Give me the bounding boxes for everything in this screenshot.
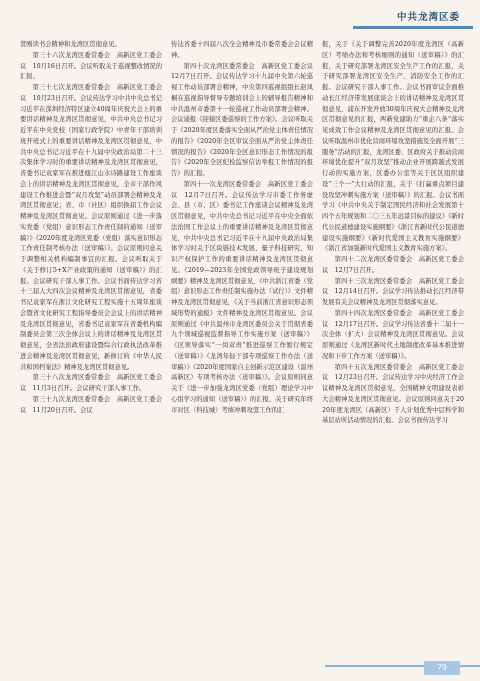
meeting-entry-paragraph: 第三十七次龙湾区委常委会 高新区党工委会议 10月23日召开。会议传达学习中共中央总书记习近平在深圳经济特区建立40周年庆祝大会上的重要讲话精神及龙湾区贯彻意见，中共中央总书记习近平在中央党校（国家行政学院）中青年干部培训班开班式上的重要讲话精神及龙湾区贯彻意见，中共中央总书记习近平在十九届中央政治局第二十三次集体学习时的重要讲话精神及龙湾区贯彻意见，省委书记袁家军在推进瓯江山水诗路建设工作座谈会上的讲话精神及龙湾区贯彻意见，全市干部作风建设工作推进会暨“双月攻坚”动员部署会精神及龙湾区贯彻意见；省、市（社区）组织换届工作会议精神及龙湾区贯彻意见。会议原则通过《进一步落实党委（党组）意识形态工作责任制的通知（送审稿）》《2020年度龙湾区党委（党组）落实意识形态工作责任制考核办法（送审稿）》。会议原则同意关于调整相关机构编制事宜的汇报。会议听取关于《关于修订5+X产业政策的通知（送审稿）》的汇报。会议研究干部人事工作。会议书面传达学习省十三届人大四次会议精神及龙湾区贯彻意见，省委书记袁家军在浙江文化研究工程实施十五周年座谈会暨省文化研究工程指导委员会会议上的讲话精神及龙湾区贯彻意见，省委书记袁家军在省委机构编制委员会第三次全体会议上的讲话精神及龙湾区贯彻意见，全省法治政府建设暨综合行政执法改革推进会精神及龙湾区贯彻意见，新修订的《中华人民共和国档案法》精神及龙湾区贯彻意见。 <box>20 84 162 371</box>
page-number: 79 <box>424 661 460 675</box>
text-column-1 <box>20 40 162 652</box>
meeting-entry-paragraph: 第四十二次龙湾区委常委会 高新区党工委会议 12月7日召开。 <box>322 256 464 274</box>
meeting-entry-paragraph: 第三十六次龙湾区委常委会 高新区党工委会议 10月16日召开。会议听取关于巡视整改情况的汇报。 <box>20 51 162 81</box>
page-footer <box>0 659 480 681</box>
meeting-entry-paragraph: 第三十八次龙湾区委常委会 高新区党工委会议 11月3日召开。会议研究干部人事工作。 <box>20 374 162 392</box>
meeting-entry-paragraph: 第四十次龙湾区委常委会 高新区党工委会议 12月7日召开。会议传达学习十九届中央第六轮巡视工作动员部署会精神，中央第四巡视组组长赵凤桐在巡视指导督导专题培训会上的辅导报告精神和中共温州市委第十一轮巡视工作动员部署会精神。会议通报《迎接区委巡察的工作方案》。会议听取关于《2020年度区委落实全面从严治党主体责任情况的报告》《2020年全区审议全面从严治党主体责任情况的报告》《2020年全区意识形态工作情况的报告》《2020年全区纪检监察信访举报工作情况的报告》的汇报。 <box>171 62 320 177</box>
body-paragraph: 报，关于《关于调整完善2020年度龙湾区（高新区）考绩办法和考核细则的通知（送审稿）》的汇报，关于研究部署龙湾区安全生产工作的汇报，关于研究部署龙湾区安全生产、消防安全工作的汇报。会议研究干部人事工作。会议书面审议全面推动长江经济带发展座谈会上的讲话精神及龙湾区贯彻意见，浦东开发开放30周年庆祝大会精神及龙湾区贯彻意见的汇报，两新党建助力“重企八条”落实见成效工作会议精神及龙湾区贯彻意见的汇报。会议听取温州市优化营商环境攻坚措施及全面开展“三服务”活动的汇报，龙湾区委、区政府关于推动营商环境优化提升“双月攻坚”推动企业开展跨越式发展行动的实施方案，区委办公室等关于区区组织建设“三个一”大行动的汇报，关于《打赢重点项目建设攻坚冲刺实施方案（送审稿）》的汇报。会议书面学习《中共中央关于制定国民经济和社会发展第十四个五年规划和二〇三五年远景目标的建议》《新时代公民道德建设实施纲要》《浙江省新时代公民道德建设实施纲要》《新时代爱国主义教育实施纲要》《浙江省加强新时代爱国主义教育实施方案》。 <box>322 41 464 253</box>
body-paragraph: 贤刚读书会精神和龙湾区贯彻意见。 <box>20 41 121 48</box>
page-header <box>0 0 480 33</box>
text-column-2 <box>171 40 320 652</box>
meeting-entry-paragraph: 第四十四次龙湾区委常委会 高新区党工委会议 12月17日召开。会议学习传达省委十二届十一次全体（扩大）会议精神及龙湾区贯彻意见。会议原则通过《龙湾区新时代土地制度改革基本推进情况和下步工作方案（送审稿）》。 <box>322 309 464 360</box>
meeting-entry-paragraph: 第四十五次龙湾区委常委会 高新区党工委会议 12月23日召开。会议传达学习中央经济工作会议精神及龙湾区贯彻意见，全国精神文明建设表彰大会精神及龙湾区贯彻意见。会议原则同意关于2020年度龙湾区（高新区）千人计划优秀中层科学和基层站所活动情况的汇报。会议书面传达学习 <box>322 363 464 425</box>
header-rule <box>353 26 473 29</box>
body-paragraph: 传达省委十四届八次全会精神及市委常委会会议精神。 <box>171 41 313 59</box>
meeting-entry-paragraph: 第四十三次龙湾区委常委会 高新区党工委会议 12月14日召开。会议学习传达推动长江经济带发展有关会议精神及龙湾区贯彻落实意见。 <box>322 277 464 306</box>
meeting-entry-paragraph: 第三十九次龙湾区委常委会 高新区党工委会议 11月20日召开。会议 <box>20 395 162 414</box>
running-head-title: 中共龙湾区委 <box>396 12 460 23</box>
text-column-3 <box>322 40 464 652</box>
meeting-entry-paragraph: 第四十一次龙湾区委常委会 高新区党工委会议 12月7日召开。会议传达学习市委工作务虚会、县（市、区）委书记工作座谈会议精神及龙湾区贯彻意见，中共中央总书记习近平在中央全面依法治国工作会议上的重要讲话精神及龙湾区贯彻意见，中共中央总书记习近平在十九届中央政治局集体学习时关于区块链技术发展、量子科技研究、知识产权保护工作的重要讲话精神及龙湾区贯彻意见。《2019—2023年全国党政领导班子建设规划纲要》精神及龙湾区贯彻意见，《中共浙江省委（党组）意识形态工作责任制实施办法（试行）》文件精神及龙湾区贯彻意见，《关于当前浙江省意识形态领域形势的通报》文件精神及龙湾区贯彻意见。会议原则通过《中共温州市龙湾区委员会关于贯彻省委九个领域巡视监督指导工作实施方案（送审稿）》《区领导落实“一岗双责”推进巡察工作暂行规定（送审稿）》《龙湾年轻干部专项巡察工作办法（送审稿）》《2020年度国家自主创新示范区建设（温州高新区）专项考核办法（送审稿）》。会议原则同意关于《进一步加强龙湾区党委（党组）理论学习中心组学习的通知（送审稿）》的汇报，关于研究年终市对区（科技城）考绩冲刺攻坚工作的汇 <box>171 180 313 414</box>
